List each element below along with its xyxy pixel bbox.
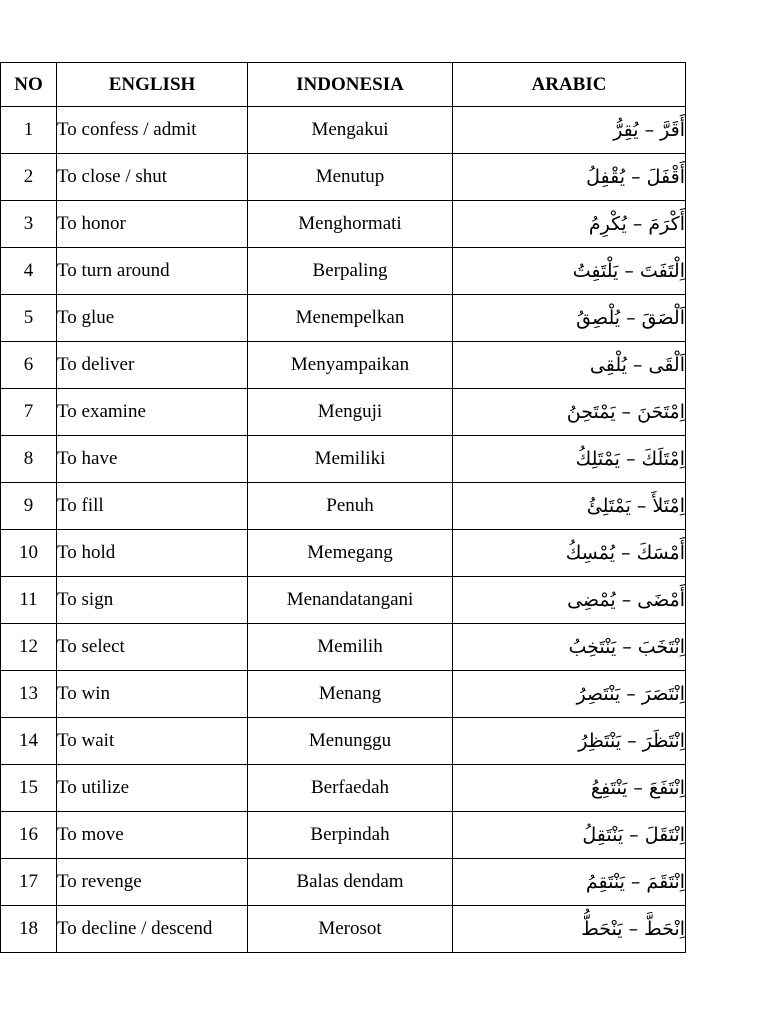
cell-no: 18 [1, 906, 57, 953]
cell-no: 9 [1, 483, 57, 530]
table-row [1, 718, 686, 765]
cell-english: To have [57, 436, 248, 483]
cell-english: To move [57, 812, 248, 859]
table-row [1, 859, 686, 906]
cell-arabic: اِمْتَحَنَ – يَمْتَحِنُ [453, 389, 686, 436]
cell-no: 12 [1, 624, 57, 671]
cell-indonesia: Merosot [248, 906, 453, 953]
cell-arabic: اِنْتَقَلَ – يَنْتَقِلُ [453, 812, 686, 859]
cell-indonesia: Menempelkan [248, 295, 453, 342]
cell-english: To sign [57, 577, 248, 624]
cell-indonesia: Memilih [248, 624, 453, 671]
table-body [1, 107, 686, 953]
table-row [1, 201, 686, 248]
cell-english: To utilize [57, 765, 248, 812]
cell-english: To decline / descend [57, 906, 248, 953]
cell-english: To hold [57, 530, 248, 577]
table-row [1, 483, 686, 530]
cell-english: To deliver [57, 342, 248, 389]
cell-no: 11 [1, 577, 57, 624]
cell-english: To revenge [57, 859, 248, 906]
cell-english: To close / shut [57, 154, 248, 201]
cell-no: 16 [1, 812, 57, 859]
cell-english: To win [57, 671, 248, 718]
cell-indonesia: Menandatangani [248, 577, 453, 624]
header-english: ENGLISH [57, 63, 248, 107]
cell-no: 14 [1, 718, 57, 765]
cell-arabic: اِنْتَفَعَ – يَنْتَفِعُ [453, 765, 686, 812]
table-row [1, 389, 686, 436]
cell-no: 17 [1, 859, 57, 906]
cell-no: 5 [1, 295, 57, 342]
cell-english: To honor [57, 201, 248, 248]
table-row [1, 624, 686, 671]
cell-arabic: اِمْتَلأَ – يَمْتَلِئُ [453, 483, 686, 530]
table-row [1, 671, 686, 718]
header-indonesia: INDONESIA [248, 63, 453, 107]
cell-no: 15 [1, 765, 57, 812]
cell-arabic: أَكْرَمَ – يُكْرِمُ [453, 201, 686, 248]
cell-arabic: أَقْفَلَ – يُقْفِلُ [453, 154, 686, 201]
cell-indonesia: Memiliki [248, 436, 453, 483]
table-row [1, 906, 686, 953]
cell-english: To select [57, 624, 248, 671]
header-row [1, 63, 686, 107]
table-header [1, 63, 686, 107]
cell-english: To glue [57, 295, 248, 342]
cell-no: 4 [1, 248, 57, 295]
cell-indonesia: Menang [248, 671, 453, 718]
cell-english: To wait [57, 718, 248, 765]
cell-english: To turn around [57, 248, 248, 295]
cell-no: 7 [1, 389, 57, 436]
cell-indonesia: Berfaedah [248, 765, 453, 812]
table-row [1, 154, 686, 201]
cell-english: To confess / admit [57, 107, 248, 154]
cell-english: To examine [57, 389, 248, 436]
cell-indonesia: Berpindah [248, 812, 453, 859]
cell-arabic: أَقَرَّ – يُقِرُّ [453, 107, 686, 154]
cell-indonesia: Berpaling [248, 248, 453, 295]
cell-no: 3 [1, 201, 57, 248]
cell-indonesia: Memegang [248, 530, 453, 577]
cell-indonesia: Menyampaikan [248, 342, 453, 389]
cell-arabic: اِمْتَلَكَ – يَمْتَلِكُ [453, 436, 686, 483]
cell-no: 8 [1, 436, 57, 483]
cell-indonesia: Menguji [248, 389, 453, 436]
cell-indonesia: Menutup [248, 154, 453, 201]
cell-english: To fill [57, 483, 248, 530]
table-row [1, 765, 686, 812]
vocabulary-table [0, 62, 686, 953]
cell-indonesia: Mengakui [248, 107, 453, 154]
cell-no: 1 [1, 107, 57, 154]
cell-no: 10 [1, 530, 57, 577]
cell-arabic: اِنْحَطَّ – يَنْحَطُّ [453, 906, 686, 953]
table-row [1, 295, 686, 342]
cell-indonesia: Menghormati [248, 201, 453, 248]
table-row [1, 530, 686, 577]
table-row [1, 577, 686, 624]
table-row [1, 107, 686, 154]
table-row [1, 436, 686, 483]
cell-no: 2 [1, 154, 57, 201]
header-no: NO [1, 63, 57, 107]
header-arabic: ARABIC [453, 63, 686, 107]
table-row [1, 342, 686, 389]
table-row [1, 248, 686, 295]
cell-indonesia: Penuh [248, 483, 453, 530]
cell-no: 6 [1, 342, 57, 389]
cell-no: 13 [1, 671, 57, 718]
cell-arabic: اِنْتَظَرَ – يَنْتَظِرُ [453, 718, 686, 765]
table-row [1, 812, 686, 859]
cell-arabic: اِلْتَفَتَ – يَلْتَفِتُ [453, 248, 686, 295]
cell-indonesia: Balas dendam [248, 859, 453, 906]
cell-arabic: أَمْسَكَ – يُمْسِكُ [453, 530, 686, 577]
cell-arabic: اِنْتَصَرَ – يَنْتَصِرُ [453, 671, 686, 718]
cell-indonesia: Menunggu [248, 718, 453, 765]
cell-arabic: اَلْصَقَ – يُلْصِقُ [453, 295, 686, 342]
cell-arabic: اِنْتَقَمَ – يَنْتَقِمُ [453, 859, 686, 906]
cell-arabic: اَلْقَى – يُلْقِى [453, 342, 686, 389]
cell-arabic: اِنْتَخَبَ – يَنْتَخِبُ [453, 624, 686, 671]
cell-arabic: أَمْضَى – يُمْضِى [453, 577, 686, 624]
